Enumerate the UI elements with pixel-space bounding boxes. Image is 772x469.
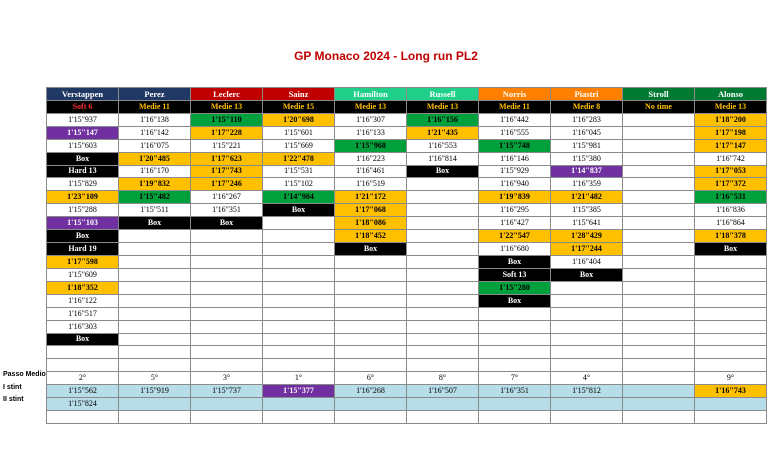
lap-row — [47, 113, 767, 126]
driver-header-leclerc: Leclerc — [191, 88, 263, 101]
lap-cell: 1'16"553 — [407, 139, 479, 152]
lap-cell — [335, 307, 407, 320]
lap-cell — [407, 217, 479, 230]
lap-cell — [695, 281, 767, 294]
lap-cell — [263, 346, 335, 359]
lap-cell — [191, 268, 263, 281]
lap-row — [47, 255, 767, 268]
lap-row — [47, 191, 767, 204]
lap-cell: 1'20"698 — [263, 113, 335, 126]
stint-2-row-cell — [119, 398, 191, 411]
stint-1-row-cell: 1'15"812 — [551, 385, 623, 398]
stint-2-row-cell: 1'15"824 — [47, 398, 119, 411]
lap-cell — [191, 294, 263, 307]
lap-cell: 1'15"829 — [47, 178, 119, 191]
lap-row — [47, 165, 767, 178]
lap-cell: 1'21"482 — [551, 191, 623, 204]
lap-cell: 1'16"351 — [191, 204, 263, 217]
stint-1-row-cell: 1'15"737 — [191, 385, 263, 398]
lap-cell — [263, 333, 335, 346]
lap-cell: 1'15"385 — [551, 204, 623, 217]
stint-1-row-cell — [623, 385, 695, 398]
lap-cell — [623, 281, 695, 294]
lap-cell: 1'16"170 — [119, 165, 191, 178]
lap-cell: 1'15"380 — [551, 152, 623, 165]
lap-cell — [119, 230, 191, 243]
lap-cell: 1'18"086 — [335, 217, 407, 230]
lap-cell — [119, 346, 191, 359]
passo-medio-row-cell — [623, 372, 695, 385]
lap-cell — [119, 307, 191, 320]
lap-cell: 1'16"303 — [47, 320, 119, 333]
lap-cell — [551, 294, 623, 307]
lap-row — [47, 217, 767, 230]
lap-cell: Box — [695, 243, 767, 256]
lap-cell — [695, 333, 767, 346]
lap-cell — [479, 320, 551, 333]
lap-cell — [335, 359, 407, 372]
lap-cell — [695, 255, 767, 268]
lap-cell: 1'17"372 — [695, 178, 767, 191]
lap-cell: 1'16"045 — [551, 126, 623, 139]
passo-medio-row-cell: 1° — [263, 372, 335, 385]
lap-cell — [407, 294, 479, 307]
lap-cell: 1'16"427 — [479, 217, 551, 230]
lap-cell: Box — [47, 333, 119, 346]
lap-cell: 1'15"748 — [479, 139, 551, 152]
lap-cell — [119, 255, 191, 268]
lap-cell: 1'15"110 — [191, 113, 263, 126]
lap-cell: Box — [119, 217, 191, 230]
lap-cell: 1'16"517 — [47, 307, 119, 320]
lap-cell — [335, 320, 407, 333]
lap-cell: 1'15"288 — [47, 204, 119, 217]
lap-cell — [263, 255, 335, 268]
lap-cell — [119, 281, 191, 294]
lap-cell: 1'22"478 — [263, 152, 335, 165]
lap-cell: 1'18"200 — [695, 113, 767, 126]
driver-header-stroll: Stroll — [623, 88, 695, 101]
passo-medio-row-cell: 2° — [47, 372, 119, 385]
lap-row — [47, 152, 767, 165]
lap-cell — [119, 359, 191, 372]
lap-cell — [479, 307, 551, 320]
lap-cell — [623, 333, 695, 346]
lap-cell: 1'15"102 — [263, 178, 335, 191]
lap-cell: 1'23"109 — [47, 191, 119, 204]
stint-1-row-cell: 1'16"268 — [335, 385, 407, 398]
lap-cell — [335, 268, 407, 281]
lap-cell — [119, 243, 191, 256]
lap-cell — [191, 281, 263, 294]
lap-cell: Box — [479, 294, 551, 307]
lap-row — [47, 333, 767, 346]
stint-1-row-cell: 1'16"743 — [695, 385, 767, 398]
lap-cell: 1'28"429 — [551, 230, 623, 243]
driver-header-alonso: Alonso — [695, 88, 767, 101]
passo-medio-row — [47, 372, 767, 385]
lap-cell: 1'15"482 — [119, 191, 191, 204]
stint-1-row-cell: 1'16"351 — [479, 385, 551, 398]
lap-cell: 1'15"937 — [47, 113, 119, 126]
lap-cell — [407, 333, 479, 346]
lap-cell — [335, 346, 407, 359]
lap-cell — [623, 320, 695, 333]
lap-cell: Box — [551, 268, 623, 281]
lap-cell: 1'17"244 — [551, 243, 623, 256]
stint-2-row-cell — [479, 398, 551, 411]
lap-cell — [551, 333, 623, 346]
lap-cell: 1'16"283 — [551, 113, 623, 126]
lap-cell: Hard 13 — [47, 165, 119, 178]
driver-header-piastri: Piastri — [551, 88, 623, 101]
lap-cell — [623, 307, 695, 320]
stint-2-row-cell — [695, 398, 767, 411]
row-label-passo-medio: Passo Medio — [3, 371, 46, 378]
lap-cell: 1'16"531 — [695, 191, 767, 204]
lap-cell — [479, 333, 551, 346]
lap-cell: 1'16"133 — [335, 126, 407, 139]
lap-cell: 1'16"836 — [695, 204, 767, 217]
lap-row — [47, 307, 767, 320]
lap-cell — [407, 346, 479, 359]
lap-cell — [191, 320, 263, 333]
lap-cell — [335, 255, 407, 268]
lap-cell — [551, 346, 623, 359]
driver-header-sainz: Sainz — [263, 88, 335, 101]
lap-cell — [191, 243, 263, 256]
tyre-cell-sainz: Medie 15 — [263, 100, 335, 113]
lap-cell: 1'15"641 — [551, 217, 623, 230]
stint-2-row-cell — [191, 398, 263, 411]
lap-row — [47, 126, 767, 139]
lap-cell: Box — [47, 230, 119, 243]
row-label-stint-1: I stint — [3, 384, 22, 391]
lap-row — [47, 268, 767, 281]
lap-row — [47, 178, 767, 191]
tyre-cell-alonso: Medie 13 — [695, 100, 767, 113]
lap-cell: 1'15"280 — [479, 281, 551, 294]
lap-cell — [407, 320, 479, 333]
lap-cell — [263, 294, 335, 307]
lap-cell — [623, 139, 695, 152]
empty-cell — [551, 411, 623, 424]
lap-cell — [623, 204, 695, 217]
lap-row — [47, 294, 767, 307]
lap-cell — [695, 294, 767, 307]
lap-cell — [623, 346, 695, 359]
driver-header-norris: Norris — [479, 88, 551, 101]
lap-row — [47, 359, 767, 372]
lap-cell — [407, 243, 479, 256]
lap-cell: 1'22"547 — [479, 230, 551, 243]
empty-cell — [263, 411, 335, 424]
lap-cell: 1'17"053 — [695, 165, 767, 178]
driver-header-row — [47, 88, 767, 101]
lap-cell: 1'14"984 — [263, 191, 335, 204]
lap-cell — [191, 255, 263, 268]
stint-1-row-cell: 1'15"562 — [47, 385, 119, 398]
lap-row — [47, 243, 767, 256]
lap-cell — [623, 152, 695, 165]
lap-cell — [623, 113, 695, 126]
lap-cell: Box — [47, 152, 119, 165]
lap-cell — [263, 307, 335, 320]
empty-cell — [335, 411, 407, 424]
lap-cell — [623, 230, 695, 243]
lap-cell: 1'14"837 — [551, 165, 623, 178]
lap-cell: 1'17"743 — [191, 165, 263, 178]
lap-cell: 1'16"864 — [695, 217, 767, 230]
lap-cell — [479, 359, 551, 372]
lap-times-table — [46, 87, 767, 424]
lap-cell — [623, 191, 695, 204]
lap-cell — [695, 307, 767, 320]
lap-cell — [263, 230, 335, 243]
empty-row — [47, 411, 767, 424]
lap-cell: 1'17"068 — [335, 204, 407, 217]
lap-cell — [263, 243, 335, 256]
lap-cell: 1'16"680 — [479, 243, 551, 256]
lap-cell — [407, 191, 479, 204]
lap-cell: Hard 19 — [47, 243, 119, 256]
lap-cell — [623, 268, 695, 281]
driver-header-russell: Russell — [407, 88, 479, 101]
lap-cell — [191, 346, 263, 359]
lap-row — [47, 139, 767, 152]
row-label-stint-2: II stint — [3, 396, 24, 403]
lap-cell — [551, 281, 623, 294]
lap-cell — [119, 333, 191, 346]
lap-cell: 1'19"832 — [119, 178, 191, 191]
lap-cell: Box — [335, 243, 407, 256]
lap-cell — [191, 333, 263, 346]
lap-cell — [479, 346, 551, 359]
stint-1-row — [47, 385, 767, 398]
tyre-cell-leclerc: Medie 13 — [191, 100, 263, 113]
lap-cell: 1'15"531 — [263, 165, 335, 178]
tyre-cell-perez: Medie 11 — [119, 100, 191, 113]
lap-cell — [407, 204, 479, 217]
passo-medio-row-cell: 6° — [335, 372, 407, 385]
lap-cell — [263, 268, 335, 281]
empty-cell — [695, 411, 767, 424]
lap-cell: 1'15"981 — [551, 139, 623, 152]
lap-cell — [623, 165, 695, 178]
lap-cell: 1'16"146 — [479, 152, 551, 165]
lap-cell: 1'16"142 — [119, 126, 191, 139]
lap-cell — [263, 217, 335, 230]
page-title: GP Monaco 2024 - Long run PL2 — [294, 49, 478, 63]
lap-cell: Box — [407, 165, 479, 178]
lap-cell — [551, 359, 623, 372]
lap-cell: Box — [191, 217, 263, 230]
lap-cell: 1'16"814 — [407, 152, 479, 165]
lap-cell — [623, 255, 695, 268]
lap-cell — [47, 359, 119, 372]
lap-cell — [623, 243, 695, 256]
lap-cell — [407, 281, 479, 294]
lap-cell — [407, 255, 479, 268]
lap-cell — [119, 294, 191, 307]
lap-cell: 1'17"246 — [191, 178, 263, 191]
lap-cell — [263, 359, 335, 372]
lap-cell: 1'15"603 — [47, 139, 119, 152]
lap-cell — [695, 359, 767, 372]
lap-cell — [407, 268, 479, 281]
lap-cell — [335, 333, 407, 346]
lap-cell: 1'16"122 — [47, 294, 119, 307]
lap-cell: 1'17"623 — [191, 152, 263, 165]
driver-header-perez: Perez — [119, 88, 191, 101]
lap-cell: Box — [263, 204, 335, 217]
passo-medio-row-cell: 9° — [695, 372, 767, 385]
lap-cell: Box — [479, 255, 551, 268]
lap-cell: 1'17"228 — [191, 126, 263, 139]
lap-cell — [119, 320, 191, 333]
driver-header-hamilton: Hamilton — [335, 88, 407, 101]
stint-1-row-cell: 1'16"507 — [407, 385, 479, 398]
lap-cell: Soft 13 — [479, 268, 551, 281]
stint-2-row-cell — [263, 398, 335, 411]
lap-cell — [407, 359, 479, 372]
empty-cell — [407, 411, 479, 424]
lap-cell — [47, 346, 119, 359]
lap-cell — [695, 320, 767, 333]
stint-2-row — [47, 398, 767, 411]
lap-cell: 1'17"598 — [47, 255, 119, 268]
lap-cell: 1'18"378 — [695, 230, 767, 243]
lap-cell — [407, 178, 479, 191]
lap-cell: 1'15"601 — [263, 126, 335, 139]
empty-cell — [47, 411, 119, 424]
lap-cell — [551, 320, 623, 333]
empty-cell — [623, 411, 695, 424]
passo-medio-row-cell: 7° — [479, 372, 551, 385]
tyre-cell-russell: Medie 13 — [407, 100, 479, 113]
lap-cell — [623, 126, 695, 139]
lap-cell: 1'15"221 — [191, 139, 263, 152]
passo-medio-row-cell: 8° — [407, 372, 479, 385]
lap-cell: 1'15"609 — [47, 268, 119, 281]
lap-cell — [263, 281, 335, 294]
tyre-cell-piastri: Medie 8 — [551, 100, 623, 113]
tyre-cell-verstappen: Soft 6 — [47, 100, 119, 113]
stint-1-row-cell: 1'15"919 — [119, 385, 191, 398]
lap-cell — [623, 178, 695, 191]
lap-cell: 1'16"156 — [407, 113, 479, 126]
lap-cell — [407, 307, 479, 320]
stint-2-row-cell — [335, 398, 407, 411]
lap-cell — [119, 268, 191, 281]
lap-cell — [335, 294, 407, 307]
lap-row — [47, 230, 767, 243]
lap-cell — [695, 346, 767, 359]
lap-cell: 1'16"267 — [191, 191, 263, 204]
lap-cell: 1'15"929 — [479, 165, 551, 178]
lap-cell: 1'16"519 — [335, 178, 407, 191]
lap-cell: 1'16"138 — [119, 113, 191, 126]
lap-cell: 1'16"307 — [335, 113, 407, 126]
lap-cell: 1'16"461 — [335, 165, 407, 178]
lap-cell: 1'18"452 — [335, 230, 407, 243]
lap-cell — [623, 294, 695, 307]
lap-cell: 1'17"147 — [695, 139, 767, 152]
tyre-row — [47, 100, 767, 113]
lap-row — [47, 281, 767, 294]
tyre-cell-hamilton: Medie 13 — [335, 100, 407, 113]
lap-row — [47, 320, 767, 333]
lap-cell: 1'16"075 — [119, 139, 191, 152]
lap-cell: 1'21"172 — [335, 191, 407, 204]
lap-cell — [191, 307, 263, 320]
lap-cell — [623, 217, 695, 230]
driver-header-verstappen: Verstappen — [47, 88, 119, 101]
lap-cell — [695, 268, 767, 281]
lap-cell — [191, 230, 263, 243]
lap-cell: 1'15"669 — [263, 139, 335, 152]
lap-cell: 1'16"359 — [551, 178, 623, 191]
lap-cell — [335, 281, 407, 294]
lap-cell: 1'16"442 — [479, 113, 551, 126]
stint-2-row-cell — [623, 398, 695, 411]
lap-cell: 1'16"555 — [479, 126, 551, 139]
stint-2-row-cell — [407, 398, 479, 411]
stint-1-row-cell: 1'15"377 — [263, 385, 335, 398]
lap-cell: 1'15"103 — [47, 217, 119, 230]
lap-row — [47, 346, 767, 359]
lap-cell: 1'18"352 — [47, 281, 119, 294]
lap-cell: 1'20"485 — [119, 152, 191, 165]
tyre-cell-stroll: No time — [623, 100, 695, 113]
lap-cell — [407, 230, 479, 243]
lap-cell: 1'16"742 — [695, 152, 767, 165]
lap-cell: 1'19"839 — [479, 191, 551, 204]
lap-row — [47, 204, 767, 217]
lap-cell — [263, 320, 335, 333]
passo-medio-row-cell: 3° — [191, 372, 263, 385]
lap-cell — [623, 359, 695, 372]
empty-cell — [119, 411, 191, 424]
passo-medio-row-cell: 5° — [119, 372, 191, 385]
lap-cell: 1'15"968 — [335, 139, 407, 152]
lap-cell: 1'16"223 — [335, 152, 407, 165]
lap-cell: 1'15"147 — [47, 126, 119, 139]
passo-medio-row-cell: 4° — [551, 372, 623, 385]
lap-cell — [551, 307, 623, 320]
tyre-cell-norris: Medie 11 — [479, 100, 551, 113]
stint-2-row-cell — [551, 398, 623, 411]
empty-cell — [479, 411, 551, 424]
lap-cell: 1'16"404 — [551, 255, 623, 268]
lap-cell: 1'16"295 — [479, 204, 551, 217]
lap-cell: 1'16"940 — [479, 178, 551, 191]
lap-cell — [191, 359, 263, 372]
empty-cell — [191, 411, 263, 424]
lap-cell: 1'15"511 — [119, 204, 191, 217]
lap-cell: 1'17"198 — [695, 126, 767, 139]
lap-cell: 1'21"435 — [407, 126, 479, 139]
